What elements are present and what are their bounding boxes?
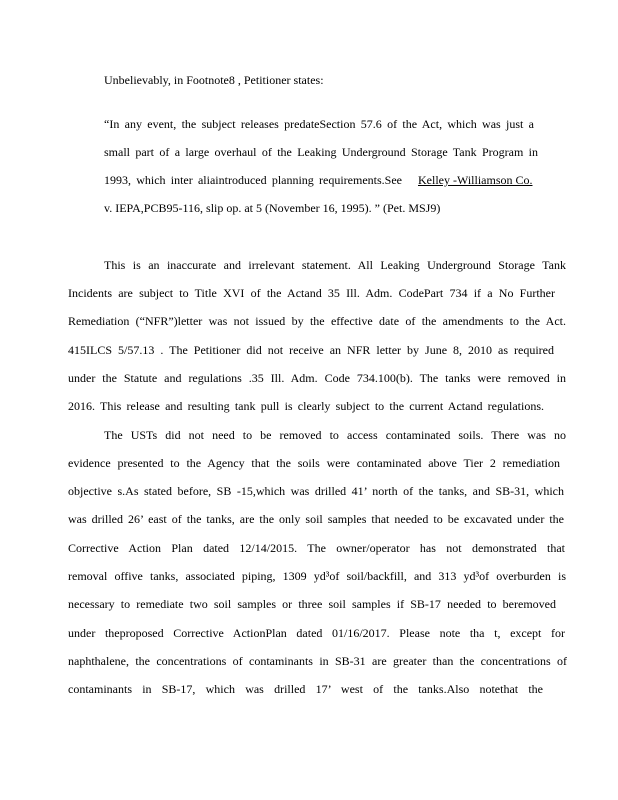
quote-line-3-text: 1993, which inter aliaintroduced planning requirements.See (104, 173, 402, 187)
paragraph2-line-8: under theproposed Corrective ActionPlan dated 01/16/2017. Please note tha t, except for (68, 626, 565, 640)
paragraph1-line-2: Incidents are subject to Title XVI of the Actand 35 Ill. Adm. CodePart 734 if a No Further (68, 286, 555, 300)
paragraph2-line-7: necessary to remediate two soil samples or three soil samples if SB-17 needed to beremoved (68, 597, 556, 611)
quote-line-1: “In any event, the subject releases predateSection 57.6 of the Act, which was just a (104, 117, 534, 131)
paragraph1-line-5: under the Statute and regulations .35 Ill. Adm. Code 734.100(b). The tanks were removed in (68, 371, 566, 385)
paragraph1-line-1: This is an inaccurate and irrelevant statement. All Leaking Underground Storage Tank (104, 258, 566, 272)
paragraph1-line-4: 415ILCS 5/57.13 . The Petitioner did not receive an NFR letter by June 8, 2010 as required (68, 343, 554, 357)
paragraph1-line-3: Remediation (“NFR”)letter was not issued by the effective date of the amendments to the Act. (68, 314, 566, 328)
paragraph2-line-9: naphthalene, the concentrations of contaminants in SB-31 are greater than the concentrations of (68, 654, 567, 668)
paragraph1-line-6: 2016. This release and resulting tank pull is clearly subject to the current Actand regulations. (68, 399, 544, 413)
quote-line-2: small part of a large overhaul of the Leaking Underground Storage Tank Program in (104, 145, 538, 159)
case-citation: Kelley -Williamson Co. (418, 173, 533, 187)
paragraph2-line-10: contaminants in SB-17, which was drilled 17’ west of the tanks.Also notethat the (68, 682, 543, 696)
paragraph2-line-4: was drilled 26’ east of the tanks, are the only soil samples that needed to be excavated under the (68, 512, 564, 526)
paragraph2-line-1: The USTs did not need to be removed to access contaminated soils. There was no (104, 428, 566, 442)
paragraph2-line-5: Corrective Action Plan dated 12/14/2015. The owner/operator has not demonstrated that (68, 541, 565, 555)
intro-sentence: Unbelievably, in Footnote8 , Petitioner states: (104, 73, 324, 87)
paragraph2-line-6: removal offive tanks, associated piping, 1309 yd³of soil/backfill, and 313 yd³of overburden is (68, 569, 566, 583)
paragraph2-line-3: objective s.As stated before, SB -15,which was drilled 41’ north of the tanks, and SB-31, which (68, 484, 564, 498)
paragraph2-line-2: evidence presented to the Agency that the soils were contaminated above Tier 2 remediation (68, 456, 560, 470)
quote-line-4: v. IEPA,PCB95-116, slip op. at 5 (November 16, 1995). ” (Pet. MSJ9) (104, 201, 441, 215)
quote-line-3 (104, 173, 538, 187)
